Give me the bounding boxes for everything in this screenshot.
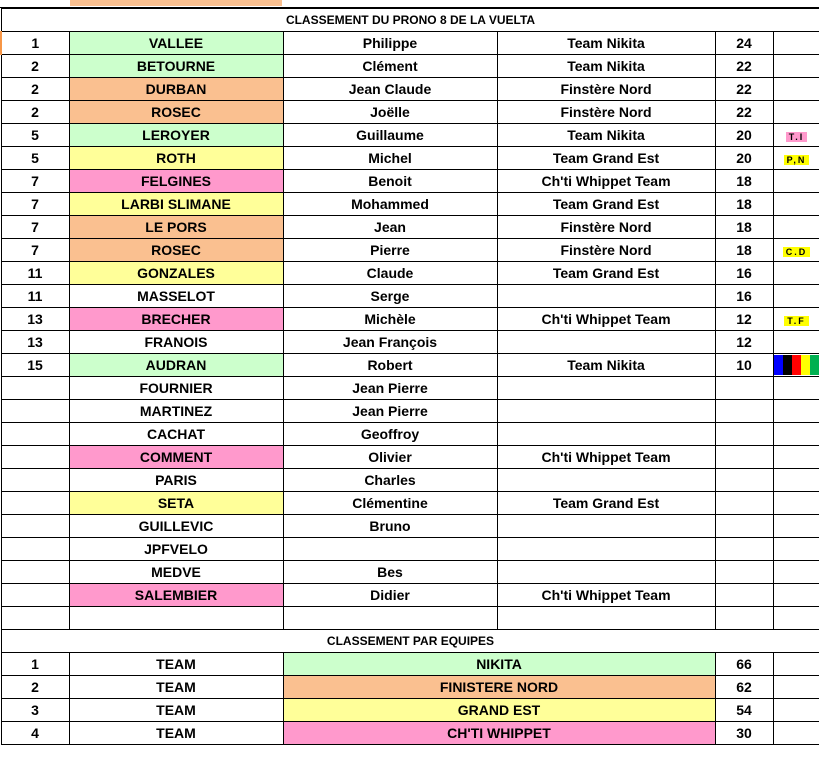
table-row <box>1 561 819 584</box>
team-title-row <box>1 630 819 653</box>
surname-cell[interactable]: FRANOIS <box>69 331 283 354</box>
surname-cell[interactable]: FOURNIER <box>69 377 283 400</box>
surname-cell[interactable]: LE PORS <box>69 216 283 239</box>
points-cell[interactable]: 20 <box>715 124 773 147</box>
team-cell[interactable]: Team Grand Est <box>497 492 715 515</box>
team-cell[interactable]: Team Nikita <box>497 32 715 55</box>
table-row <box>1 538 819 561</box>
rank-cell[interactable]: 11 <box>1 285 69 308</box>
firstname-cell[interactable]: Guillaume <box>283 124 497 147</box>
team-cell[interactable]: Team Grand Est <box>497 193 715 216</box>
table-row <box>1 124 819 147</box>
rank-cell[interactable]: 1 <box>1 32 69 55</box>
team-cell[interactable]: Finstère Nord <box>497 78 715 101</box>
team-row <box>1 676 819 699</box>
jersey-badge: P,N <box>784 155 810 165</box>
badge-cell[interactable] <box>773 193 819 216</box>
team-name-cell[interactable]: CH'TI WHIPPET <box>283 722 715 745</box>
points-cell[interactable]: 16 <box>715 285 773 308</box>
table-row <box>1 262 819 285</box>
rank-cell[interactable]: 13 <box>1 308 69 331</box>
top-row-strip <box>0 0 819 8</box>
table-row <box>1 400 819 423</box>
firstname-cell[interactable]: Claude <box>283 262 497 285</box>
table-row <box>1 423 819 446</box>
team-cell[interactable]: Team Grand Est <box>497 147 715 170</box>
team-cell[interactable]: Finstère Nord <box>497 101 715 124</box>
empty-cell[interactable] <box>1 607 69 630</box>
points-cell[interactable] <box>715 492 773 515</box>
points-cell[interactable]: 18 <box>715 170 773 193</box>
surname-cell[interactable]: MARTINEZ <box>69 400 283 423</box>
badge-cell[interactable] <box>773 239 819 262</box>
badge-cell[interactable] <box>773 561 819 584</box>
table-row <box>1 78 819 101</box>
team-cell[interactable]: Team Nikita <box>497 124 715 147</box>
team-cell[interactable] <box>497 331 715 354</box>
firstname-cell[interactable]: Mohammed <box>283 193 497 216</box>
rank-cell[interactable]: 5 <box>1 147 69 170</box>
team-label-cell[interactable]: TEAM <box>69 722 283 745</box>
points-cell[interactable]: 18 <box>715 239 773 262</box>
table-row <box>1 147 819 170</box>
empty-cell[interactable] <box>773 722 819 745</box>
rank-cell[interactable] <box>1 469 69 492</box>
firstname-cell[interactable]: Jean Claude <box>283 78 497 101</box>
rank-cell[interactable]: 7 <box>1 216 69 239</box>
team-points-cell[interactable]: 30 <box>715 722 773 745</box>
firstname-cell[interactable]: Bes <box>283 561 497 584</box>
team-cell[interactable]: Finstère Nord <box>497 239 715 262</box>
team-ranking-title[interactable]: CLASSEMENT PAR EQUIPES <box>1 630 819 653</box>
table-row <box>1 216 819 239</box>
table-row <box>1 101 819 124</box>
badge-cell[interactable] <box>773 423 819 446</box>
badge-cell[interactable] <box>773 101 819 124</box>
points-cell[interactable]: 22 <box>715 55 773 78</box>
firstname-cell[interactable]: Michel <box>283 147 497 170</box>
firstname-cell[interactable]: Michèle <box>283 308 497 331</box>
team-label-cell[interactable]: TEAM <box>69 653 283 676</box>
badge-cell[interactable] <box>773 354 819 377</box>
table-row <box>1 55 819 78</box>
badge-cell[interactable] <box>773 124 819 147</box>
rank-cell[interactable]: 13 <box>1 331 69 354</box>
surname-cell[interactable]: MEDVE <box>69 561 283 584</box>
team-label-cell[interactable]: TEAM <box>69 699 283 722</box>
jersey-badge: T.I <box>786 132 808 142</box>
team-label-cell[interactable]: TEAM <box>69 676 283 699</box>
team-rank-cell[interactable]: 3 <box>1 699 69 722</box>
team-cell[interactable] <box>497 377 715 400</box>
table-row <box>1 32 819 55</box>
empty-cell[interactable] <box>283 607 497 630</box>
team-row <box>1 653 819 676</box>
rank-cell[interactable]: 2 <box>1 101 69 124</box>
stripe <box>783 355 792 375</box>
top-cell-fill <box>70 0 282 6</box>
surname-cell[interactable]: COMMENT <box>69 446 283 469</box>
points-cell[interactable] <box>715 469 773 492</box>
rank-cell[interactable] <box>1 538 69 561</box>
surname-cell[interactable]: MASSELOT <box>69 285 283 308</box>
points-cell[interactable]: 24 <box>715 32 773 55</box>
table-row <box>1 469 819 492</box>
badge-cell[interactable] <box>773 55 819 78</box>
firstname-cell[interactable]: Pierre <box>283 239 497 262</box>
badge-cell[interactable] <box>773 400 819 423</box>
firstname-cell[interactable]: Philippe <box>283 32 497 55</box>
team-name-cell[interactable]: FINISTERE NORD <box>283 676 715 699</box>
stripe <box>774 355 783 375</box>
team-name-cell[interactable]: GRAND EST <box>283 699 715 722</box>
rank-cell[interactable]: 15 <box>1 354 69 377</box>
team-rank-cell[interactable]: 2 <box>1 676 69 699</box>
team-cell[interactable]: Team Grand Est <box>497 262 715 285</box>
team-row <box>1 722 819 745</box>
points-cell[interactable] <box>715 584 773 607</box>
firstname-cell[interactable]: Jean Pierre <box>283 377 497 400</box>
points-cell[interactable]: 12 <box>715 308 773 331</box>
firstname-cell[interactable]: Jean François <box>283 331 497 354</box>
badge-cell[interactable] <box>773 32 819 55</box>
surname-cell[interactable]: SALEMBIER <box>69 584 283 607</box>
table-row <box>1 285 819 308</box>
surname-cell[interactable]: AUDRAN <box>69 354 283 377</box>
surname-cell[interactable]: PARIS <box>69 469 283 492</box>
rank-cell[interactable] <box>1 584 69 607</box>
team-cell[interactable]: Team Nikita <box>497 354 715 377</box>
points-cell[interactable]: 18 <box>715 216 773 239</box>
firstname-cell[interactable]: Clément <box>283 55 497 78</box>
team-cell[interactable] <box>497 469 715 492</box>
surname-cell[interactable]: CACHAT <box>69 423 283 446</box>
points-cell[interactable] <box>715 561 773 584</box>
surname-cell[interactable]: ROTH <box>69 147 283 170</box>
badge-cell[interactable] <box>773 492 819 515</box>
team-cell[interactable]: Finstère Nord <box>497 216 715 239</box>
striped-jersey-icon <box>774 355 819 375</box>
jersey-badge: C.D <box>783 247 811 257</box>
rank-cell[interactable] <box>1 446 69 469</box>
rank-cell[interactable]: 7 <box>1 193 69 216</box>
points-cell[interactable]: 10 <box>715 354 773 377</box>
surname-cell[interactable]: BRECHER <box>69 308 283 331</box>
badge-cell[interactable] <box>773 262 819 285</box>
team-cell[interactable] <box>497 561 715 584</box>
points-cell[interactable]: 16 <box>715 262 773 285</box>
badge-cell[interactable] <box>773 78 819 101</box>
team-cell[interactable]: Ch'ti Whippet Team <box>497 170 715 193</box>
points-cell[interactable]: 20 <box>715 147 773 170</box>
team-row <box>1 699 819 722</box>
firstname-cell[interactable] <box>283 538 497 561</box>
team-rank-cell[interactable]: 4 <box>1 722 69 745</box>
rank-cell[interactable] <box>1 377 69 400</box>
points-cell[interactable]: 18 <box>715 193 773 216</box>
team-name-cell[interactable]: NIKITA <box>283 653 715 676</box>
team-cell[interactable] <box>497 515 715 538</box>
points-cell[interactable] <box>715 400 773 423</box>
firstname-cell[interactable]: Olivier <box>283 446 497 469</box>
badge-cell[interactable] <box>773 446 819 469</box>
badge-cell[interactable] <box>773 147 819 170</box>
rank-cell[interactable] <box>1 561 69 584</box>
team-cell[interactable]: Ch'ti Whippet Team <box>497 446 715 469</box>
rank-cell[interactable]: 5 <box>1 124 69 147</box>
points-cell[interactable]: 22 <box>715 78 773 101</box>
points-cell[interactable] <box>715 446 773 469</box>
badge-cell[interactable] <box>773 285 819 308</box>
badge-cell[interactable] <box>773 170 819 193</box>
surname-cell[interactable]: ROSEC <box>69 101 283 124</box>
table-row <box>1 446 819 469</box>
table-row <box>1 492 819 515</box>
badge-cell[interactable] <box>773 216 819 239</box>
rank-cell[interactable]: 2 <box>1 78 69 101</box>
table-row <box>1 193 819 216</box>
table-row <box>1 170 819 193</box>
firstname-cell[interactable]: Clémentine <box>283 492 497 515</box>
stripe <box>801 355 810 375</box>
firstname-cell[interactable]: Robert <box>283 354 497 377</box>
rank-cell[interactable]: 2 <box>1 55 69 78</box>
points-cell[interactable] <box>715 538 773 561</box>
points-cell[interactable] <box>715 377 773 400</box>
surname-cell[interactable]: LARBI SLIMANE <box>69 193 283 216</box>
table-row <box>1 308 819 331</box>
firstname-cell[interactable]: Charles <box>283 469 497 492</box>
team-points-cell[interactable]: 62 <box>715 676 773 699</box>
empty-cell[interactable] <box>497 607 715 630</box>
team-points-cell[interactable]: 66 <box>715 653 773 676</box>
empty-cell[interactable] <box>773 676 819 699</box>
sheet-title[interactable]: CLASSEMENT DU PRONO 8 DE LA VUELTA <box>1 9 819 32</box>
empty-cell[interactable] <box>773 699 819 722</box>
stripe <box>810 355 819 375</box>
table-row <box>1 584 819 607</box>
team-cell[interactable]: Ch'ti Whippet Team <box>497 584 715 607</box>
firstname-cell[interactable]: Benoit <box>283 170 497 193</box>
table-row <box>1 239 819 262</box>
surname-cell[interactable]: VALLEE <box>69 32 283 55</box>
firstname-cell[interactable]: Geoffroy <box>283 423 497 446</box>
team-cell[interactable]: Ch'ti Whippet Team <box>497 308 715 331</box>
firstname-cell[interactable]: Serge <box>283 285 497 308</box>
rank-cell[interactable] <box>1 400 69 423</box>
surname-cell[interactable]: GONZALES <box>69 262 283 285</box>
rank-cell[interactable]: 11 <box>1 262 69 285</box>
team-points-cell[interactable]: 54 <box>715 699 773 722</box>
team-cell[interactable]: Team Nikita <box>497 55 715 78</box>
surname-cell[interactable]: LEROYER <box>69 124 283 147</box>
jersey-badge: T.F <box>784 316 809 326</box>
rank-cell[interactable] <box>1 423 69 446</box>
firstname-cell[interactable]: Joëlle <box>283 101 497 124</box>
surname-cell[interactable]: BETOURNE <box>69 55 283 78</box>
team-cell[interactable] <box>497 538 715 561</box>
badge-cell[interactable] <box>773 515 819 538</box>
badge-cell[interactable] <box>773 308 819 331</box>
title-row <box>1 9 819 32</box>
badge-cell[interactable] <box>773 538 819 561</box>
surname-cell[interactable]: JPFVELO <box>69 538 283 561</box>
firstname-cell[interactable]: Jean <box>283 216 497 239</box>
badge-cell[interactable] <box>773 377 819 400</box>
rank-cell[interactable] <box>1 515 69 538</box>
surname-cell[interactable]: FELGINES <box>69 170 283 193</box>
table-row <box>1 515 819 538</box>
badge-cell[interactable] <box>773 584 819 607</box>
empty-cell[interactable] <box>773 607 819 630</box>
points-cell[interactable] <box>715 515 773 538</box>
rank-cell[interactable]: 7 <box>1 239 69 262</box>
firstname-cell[interactable]: Bruno <box>283 515 497 538</box>
stripe <box>792 355 801 375</box>
surname-cell[interactable]: DURBAN <box>69 78 283 101</box>
team-cell[interactable] <box>497 285 715 308</box>
badge-cell[interactable] <box>773 469 819 492</box>
table-row <box>1 331 819 354</box>
firstname-cell[interactable]: Didier <box>283 584 497 607</box>
empty-cell[interactable] <box>69 607 283 630</box>
badge-cell[interactable] <box>773 331 819 354</box>
ranking-table <box>0 8 819 745</box>
empty-cell[interactable] <box>715 607 773 630</box>
table-row <box>1 377 819 400</box>
surname-cell[interactable]: SETA <box>69 492 283 515</box>
team-cell[interactable] <box>497 400 715 423</box>
team-rank-cell[interactable]: 1 <box>1 653 69 676</box>
points-cell[interactable]: 22 <box>715 101 773 124</box>
table-row <box>1 354 819 377</box>
points-cell[interactable] <box>715 423 773 446</box>
surname-cell[interactable]: ROSEC <box>69 239 283 262</box>
points-cell[interactable]: 12 <box>715 331 773 354</box>
rank-cell[interactable]: 7 <box>1 170 69 193</box>
blank-row <box>1 607 819 630</box>
firstname-cell[interactable]: Jean Pierre <box>283 400 497 423</box>
rank-cell[interactable] <box>1 492 69 515</box>
empty-cell[interactable] <box>773 653 819 676</box>
surname-cell[interactable]: GUILLEVIC <box>69 515 283 538</box>
team-cell[interactable] <box>497 423 715 446</box>
